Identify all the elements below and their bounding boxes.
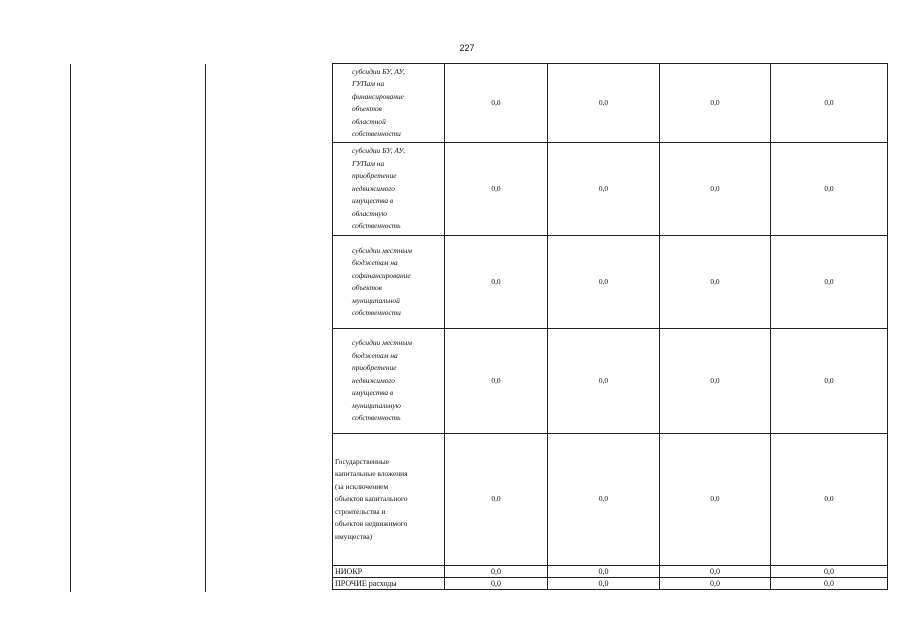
cell-value: 0,0 bbox=[548, 329, 660, 434]
cell-value: 0,0 bbox=[771, 64, 888, 143]
column-divider-1 bbox=[70, 64, 71, 592]
cell-value: 0,0 bbox=[771, 434, 888, 566]
cell-value: 0,0 bbox=[445, 236, 548, 329]
row-label: субсидии БУ, АУ, ГУПам на финансирование объектов областной собственности bbox=[333, 64, 445, 143]
cell-value: 0,0 bbox=[771, 236, 888, 329]
cell-value: 0,0 bbox=[771, 329, 888, 434]
table-row bbox=[333, 329, 888, 434]
table-row bbox=[333, 64, 888, 143]
cell-value: 0,0 bbox=[660, 578, 771, 590]
table-row bbox=[333, 143, 888, 236]
cell-value: 0,0 bbox=[771, 578, 888, 590]
cell-value: 0,0 bbox=[660, 64, 771, 143]
cell-value: 0,0 bbox=[445, 64, 548, 143]
cell-value: 0,0 bbox=[548, 434, 660, 566]
page-number: 227 bbox=[459, 43, 475, 53]
cell-value: 0,0 bbox=[660, 566, 771, 578]
table-row bbox=[333, 236, 888, 329]
table-row bbox=[333, 434, 888, 566]
cell-value: 0,0 bbox=[445, 578, 548, 590]
cell-value: 0,0 bbox=[660, 143, 771, 236]
cell-value: 0,0 bbox=[548, 143, 660, 236]
cell-value: 0,0 bbox=[548, 64, 660, 143]
expense-table bbox=[332, 63, 888, 590]
cell-value: 0,0 bbox=[445, 329, 548, 434]
cell-value: 0,0 bbox=[771, 143, 888, 236]
row-label: субсидии БУ, АУ, ГУПам на приобретение недвижимого имущества в областную собственность bbox=[333, 143, 445, 236]
cell-value: 0,0 bbox=[771, 566, 888, 578]
column-divider-2 bbox=[205, 64, 206, 592]
table-row bbox=[333, 578, 888, 590]
cell-value: 0,0 bbox=[660, 329, 771, 434]
row-label: НИОКР bbox=[333, 566, 445, 578]
cell-value: 0,0 bbox=[660, 434, 771, 566]
row-label: субсидии местным бюджетам на софинансирование объектов муниципальной собственности bbox=[333, 236, 445, 329]
cell-value: 0,0 bbox=[660, 236, 771, 329]
cell-value: 0,0 bbox=[548, 236, 660, 329]
cell-value: 0,0 bbox=[445, 566, 548, 578]
row-label: Государственные капитальные вложения (за исключением объектов капитального строительства и объектов недвижимого имущества) bbox=[333, 434, 445, 566]
cell-value: 0,0 bbox=[548, 578, 660, 590]
table-row bbox=[333, 566, 888, 578]
cell-value: 0,0 bbox=[548, 566, 660, 578]
cell-value: 0,0 bbox=[445, 143, 548, 236]
cell-value: 0,0 bbox=[445, 434, 548, 566]
row-label: субсидии местным бюджетам на приобретение недвижимого имущества в муниципальную собственность bbox=[333, 329, 445, 434]
row-label: ПРОЧИЕ расходы bbox=[333, 578, 445, 590]
